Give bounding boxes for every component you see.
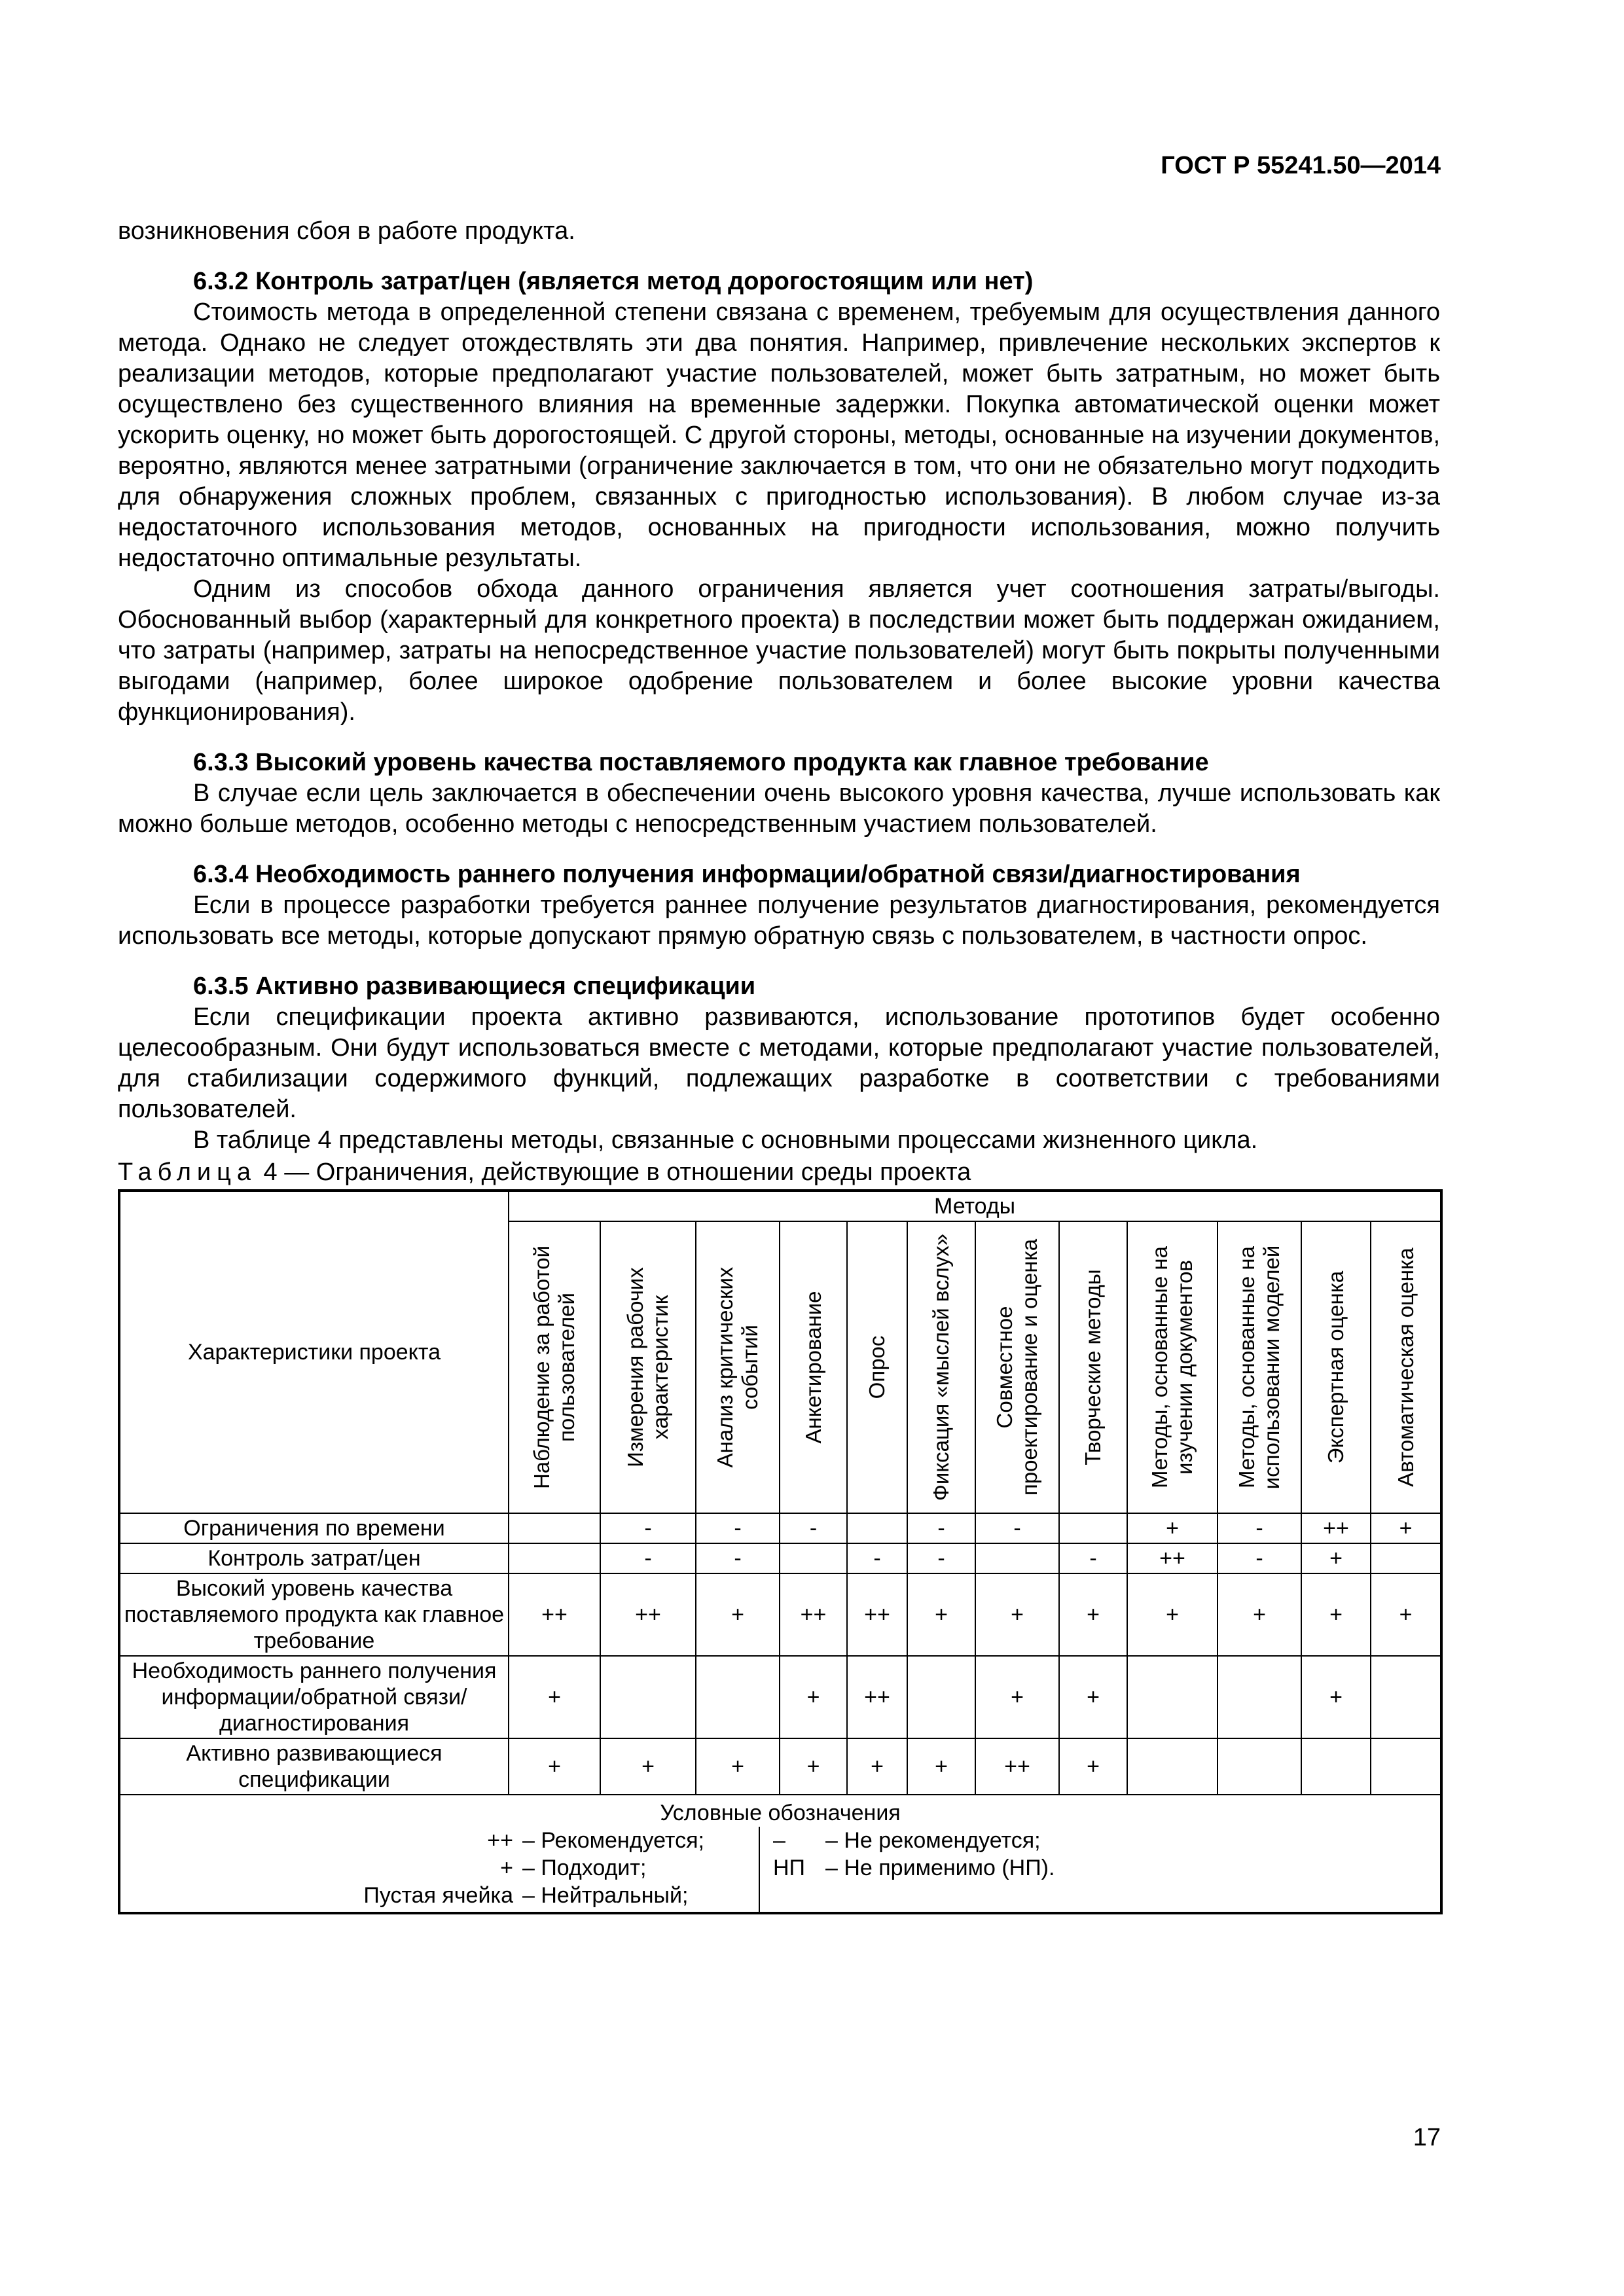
- table-cell: +: [1218, 1573, 1301, 1656]
- table-cell: [1371, 1543, 1441, 1573]
- legend-symbol: +: [500, 1856, 513, 1880]
- method-header: [907, 1221, 975, 1513]
- table-cell: -: [847, 1543, 907, 1573]
- legend-description: – Рекомендуется;: [522, 1828, 704, 1853]
- method-header-label: Экспертная оценка: [1324, 1270, 1348, 1464]
- legend-right: [760, 1827, 1440, 1912]
- method-header-label: Опрос: [865, 1335, 889, 1399]
- section-title: 6.3.4 Необходимость раннего получения информации/обратной связи/диагностирования: [193, 861, 1301, 888]
- table-cell: +: [1371, 1513, 1441, 1543]
- method-header: [975, 1221, 1059, 1513]
- paragraph: Одним из способов обхода данного ограничения является учет соотношения затраты/выгоды. Обоснованный выбор (характерный для конкретного проекта) в последствии может быть поддержан ожиданием, что затраты (например, затраты на непосредственное участие пользователей) могут быть покрыты полученными выгодами (например, более широкое одобрение пользователем и более высокие уровни качества функционирования).: [118, 575, 1440, 726]
- section-title: 6.3.2 Контроль затрат/цен (является метод дорогостоящим или нет): [193, 268, 1034, 295]
- method-header: [780, 1221, 847, 1513]
- row-label: Активно развивающиеся спецификации: [119, 1738, 509, 1795]
- table-cell: +: [780, 1656, 847, 1738]
- paragraph: Если спецификации проекта активно развиваются, использование прототипов будет особенно целесообразным. Они будут использоваться вместе с методами, которые предполагают участие пользователей, для стабилизации содержимого функций, подлежащих разработке в соответствии с требованиями пользователей.: [118, 1003, 1440, 1123]
- method-header-label: Методы, основанные на использовании моделей: [1235, 1245, 1284, 1490]
- table-cell: ++: [600, 1573, 696, 1656]
- legend-item: [120, 1854, 759, 1882]
- table-cell: -: [600, 1543, 696, 1573]
- section-6-3-5: [118, 971, 1440, 1156]
- table-cell: -: [696, 1543, 780, 1573]
- row-label: Необходимость раннего получения информации/обратной связи/диагностирования: [119, 1656, 509, 1738]
- legend-item: [773, 1854, 1440, 1882]
- section-6-3-2: [118, 266, 1440, 728]
- table-row: [119, 1513, 1441, 1543]
- section-6-3-3: [118, 747, 1440, 840]
- table-cell: [696, 1656, 780, 1738]
- legend-description: – Нейтральный;: [522, 1883, 689, 1908]
- method-header-label: Анализ критических событий: [713, 1266, 762, 1468]
- method-header: [847, 1221, 907, 1513]
- table-cell: ++: [975, 1738, 1059, 1795]
- legend-symbol: Пустая ячейка: [363, 1883, 513, 1908]
- table-cell: [1218, 1656, 1301, 1738]
- legend-symbol: ++: [487, 1828, 513, 1853]
- section-title: 6.3.3 Высокий уровень качества поставляемого продукта как главное требование: [193, 749, 1209, 776]
- table-caption-prefix: Таблица: [118, 1158, 257, 1186]
- table-cell: [1371, 1738, 1441, 1795]
- method-header-label: Наблюдение за работой пользователей: [530, 1245, 579, 1490]
- legend-symbol: –: [773, 1828, 785, 1853]
- table-cell: ++: [780, 1573, 847, 1656]
- paragraph: В случае если цель заключается в обеспечении очень высокого уровня качества, лучше использовать как можно больше методов, особенно методы с непосредственным участием пользователей.: [118, 780, 1440, 838]
- table-cell: -: [1218, 1543, 1301, 1573]
- methods-title: Методы: [509, 1191, 1441, 1221]
- method-header: [1301, 1221, 1371, 1513]
- method-header: [1127, 1221, 1218, 1513]
- table-cell: -: [975, 1513, 1059, 1543]
- table-cell: +: [509, 1738, 600, 1795]
- row-header-title: Характеристики проекта: [119, 1191, 509, 1513]
- table-cell: [1371, 1656, 1441, 1738]
- table-cell: +: [1301, 1573, 1371, 1656]
- table-cell: [847, 1513, 907, 1543]
- legend-title: Условные обозначения: [660, 1801, 901, 1825]
- document-header: ГОСТ Р 55241.50—2014: [1161, 152, 1441, 179]
- table-cell: ++: [1127, 1543, 1218, 1573]
- table-cell: [1059, 1513, 1127, 1543]
- table-cell: +: [1127, 1573, 1218, 1656]
- table-cell: ++: [509, 1573, 600, 1656]
- table-row: [119, 1543, 1441, 1573]
- table-cell: +: [696, 1738, 780, 1795]
- method-header-label: Автоматическая оценка: [1393, 1247, 1418, 1487]
- table-cell: +: [780, 1738, 847, 1795]
- row-label: Ограничения по времени: [119, 1513, 509, 1543]
- legend-item: [120, 1827, 759, 1854]
- table-cell: -: [696, 1513, 780, 1543]
- paragraph: Если в процессе разработки требуется раннее получение результатов диагностирования, рекомендуется использовать все методы, которые допускают прямую обратную связь с пользователем, в частности опрос.: [118, 891, 1440, 950]
- table-cell: +: [696, 1573, 780, 1656]
- table-cell: ++: [1301, 1513, 1371, 1543]
- table-cell: -: [1218, 1513, 1301, 1543]
- legend-description: – Подходит;: [522, 1856, 647, 1880]
- table-caption: [118, 1157, 1440, 1188]
- table-cell: +: [847, 1738, 907, 1795]
- method-header: [600, 1221, 696, 1513]
- table-cell: [600, 1656, 696, 1738]
- legend-description: – Не рекомендуется;: [825, 1828, 1041, 1853]
- table-cell: +: [907, 1573, 975, 1656]
- table-cell: [780, 1543, 847, 1573]
- table-cell: [975, 1543, 1059, 1573]
- row-label: Высокий уровень качества поставляемого продукта как главное требование: [119, 1573, 509, 1656]
- table-caption-text: 4 — Ограничения, действующие в отношении среды проекта: [257, 1158, 971, 1186]
- methods-table: [118, 1189, 1443, 1914]
- table-cell: -: [780, 1513, 847, 1543]
- table-row: [119, 1573, 1441, 1656]
- legend-description: – Не применимо (НП).: [825, 1856, 1055, 1880]
- row-label: Контроль затрат/цен: [119, 1543, 509, 1573]
- table-cell: +: [1127, 1513, 1218, 1543]
- table-cell: ++: [847, 1656, 907, 1738]
- table-cell: -: [1059, 1543, 1127, 1573]
- page-number: 17: [1413, 2124, 1441, 2151]
- legend-item: [773, 1827, 1440, 1854]
- table-cell: +: [907, 1738, 975, 1795]
- table-cell: +: [509, 1656, 600, 1738]
- legend: [119, 1795, 1441, 1913]
- table-cell: +: [600, 1738, 696, 1795]
- table-cell: [509, 1513, 600, 1543]
- section-title: 6.3.5 Активно развивающиеся спецификации: [193, 973, 756, 1000]
- method-header-label: Совместное проектирование и оценка: [992, 1238, 1041, 1496]
- table-cell: -: [907, 1543, 975, 1573]
- table-cell: [1127, 1738, 1218, 1795]
- method-header-label: Фиксация «мыслей вслух»: [929, 1233, 953, 1501]
- method-header: [509, 1221, 600, 1513]
- legend-symbol: НП: [773, 1856, 805, 1880]
- table-cell: +: [1371, 1573, 1441, 1656]
- method-header: [1218, 1221, 1301, 1513]
- table-cell: ++: [847, 1573, 907, 1656]
- section-6-3-4: [118, 859, 1440, 952]
- paragraph: Стоимость метода в определенной степени связана с временем, требуемым для осуществления данного метода. Однако не следует отождествлять эти два понятия. Например, привлечение нескольких экспертов к реализации методов, которые предполагают участие пользователей, может быть затратным, но может быть осуществлено без существенного влияния на временные задержки. Покупка автоматической оценки может ускорить оценку, но может быть дорогостоящей. С другой стороны, методы, основанные на изучении документов, вероятно, являются менее затратными (ограничение заключается в том, что они не обязательно могут подходить для обнаружения сложных проблем, связанных с пригодностью использования). В любом случае из-за недостаточного использования методов, основанных на пригодности использования, можно получить недостаточно оптимальные результаты.: [118, 298, 1440, 572]
- table-cell: +: [1301, 1656, 1371, 1738]
- table-cell: +: [1059, 1573, 1127, 1656]
- method-header: [1059, 1221, 1127, 1513]
- table-cell: +: [1059, 1738, 1127, 1795]
- method-header-label: Методы, основанные на изучении документов: [1147, 1246, 1197, 1489]
- table-cell: +: [975, 1573, 1059, 1656]
- table-row: [119, 1656, 1441, 1738]
- method-header-label: Творческие методы: [1081, 1269, 1105, 1465]
- table-body: [119, 1513, 1441, 1795]
- table-cell: [907, 1656, 975, 1738]
- page-content: [118, 216, 1440, 1914]
- table-cell: [1127, 1656, 1218, 1738]
- table-cell: [509, 1543, 600, 1573]
- table-cell: -: [907, 1513, 975, 1543]
- method-header-label: Анкетирование: [801, 1291, 825, 1444]
- method-header: [1371, 1221, 1441, 1513]
- table-cell: +: [975, 1656, 1059, 1738]
- paragraph: В таблице 4 представлены методы, связанные с основными процессами жизненного цикла.: [193, 1126, 1258, 1154]
- method-header-label: Измерения рабочих характеристик: [623, 1267, 672, 1467]
- table-cell: +: [1301, 1543, 1371, 1573]
- legend-item: [120, 1882, 759, 1909]
- table-cell: [1218, 1738, 1301, 1795]
- method-header: [696, 1221, 780, 1513]
- table-cell: [1301, 1738, 1371, 1795]
- legend-left: [120, 1827, 760, 1912]
- table-cell: -: [600, 1513, 696, 1543]
- table-row: [119, 1738, 1441, 1795]
- table-cell: +: [1059, 1656, 1127, 1738]
- intro-line: возникновения сбоя в работе продукта.: [118, 217, 575, 245]
